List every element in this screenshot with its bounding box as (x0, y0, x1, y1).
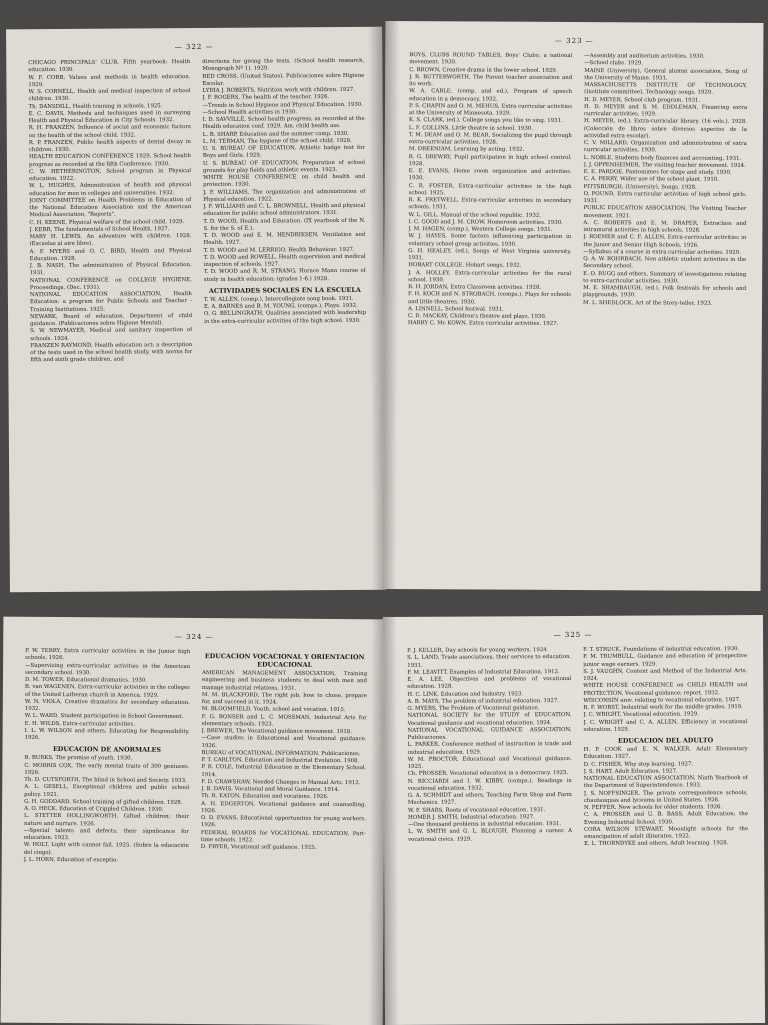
bibliography-entry: T. D. WOOD and ROWELL, Health supervision and medical inspection of schools. 1927. (203, 253, 366, 268)
bibliography-entry: J. F. ROGERS, The health of the teacher. 1926. (202, 94, 330, 102)
bibliography-entry: C. W. HETHERINGTON, School program in Physical education. 1922. (29, 167, 192, 183)
bibliography-entry: WHITE HOUSE CONFERENCE on CHILD HEALTH and PROTECTION, Vocational guidance; report. 1932. (583, 682, 748, 697)
page-325 (383, 615, 765, 1025)
bibliography-entry: Th. DANSDILL, Health training in schools. 1925. (28, 102, 163, 110)
bibliography-entry: C. R. FOSTER, Extra-curricular activities in the high school. 1925. (408, 182, 572, 197)
bibliography-entry: N. PEFFER, New schools for older students. 1926. (583, 804, 723, 811)
bibliography-entry: W. L. WARD, Student participation in School Government. (24, 713, 184, 721)
bibliography-entry: L. STETTER HOLLINGWORTH, Gifted children; their nature and nurture. 1926. (23, 813, 190, 827)
bibliography-entry: L. W. SMITH and G. L. BLOUGH, Planning a career. A vocational civics. 1929. (408, 828, 573, 843)
page-323 (383, 21, 764, 591)
bibliography-entry: A. H. EDGERTON, Vocational guidance and counselling. 1926. (201, 800, 367, 814)
bibliography-entry: S. L. LAND, Trade associations, their services to education. 1931. (407, 654, 572, 669)
bibliography-entry: MARY H. LEWIS, An adventure with children. 1928. (Escuelas al aire libre). (29, 233, 192, 248)
bibliography-entry: M. L. SHEDLOCK, Art of the Story-teller. 1923. (583, 299, 713, 307)
bibliography-entry: K. S. CLARK, (ed.), College songs you like to sing. 1931. (408, 117, 563, 125)
bibliography-entry: D. M. TOWER, Educational dramatics. 1930. (24, 676, 147, 684)
bibliography-entry: J. L. HORN, Education of exceptio- (23, 856, 119, 864)
bibliography-entry: E. A. LEE, Objectives and problems of vocational education. 1928. (407, 676, 572, 691)
section-heading: EDUCACION DEL ADULTO (617, 736, 714, 745)
bibliography-entry: W. S. CORNELL, Health and medical inspection of school children. 1930. (28, 88, 191, 103)
bibliography-entry: J. B. NASH, The administration of Physical Education. 1931. (29, 262, 192, 277)
column-right (582, 53, 748, 587)
bibliography-entry: J. S. HART, Adult Education. 1927. (583, 768, 678, 775)
bibliography-entry: L. NOBLE, Students body finances and accounting. 1931. (583, 154, 742, 162)
bibliography-entry: E. H. WILDS, Extra-curricular activities. (24, 720, 135, 728)
page-324 (1, 617, 386, 1025)
bibliography-entry: HOBART COLLEGE, Hobart songs. 1932. (408, 262, 522, 269)
bibliography-entry: H. D. MEYER, School club program. 1931. (584, 96, 701, 104)
bibliography-entry: T. D. WOOD and R. M. STRANG, Horace Mann course of study in health education; (grados 1-6.) 1928. (203, 268, 366, 283)
bibliography-entry: J. KERR, The fundamentals of School Health. 1927. (29, 225, 170, 233)
bibliography-entry: S. W. NEWMAYER, Medical and sanitary inspection of schools. 1924. (30, 327, 193, 342)
bibliography-entry: FRANZEN RAYMOND, Health education act; a description of the tests used in the school health study, with norms for fifth and sixth grade children, and (30, 341, 193, 364)
bibliography-entry: W. M. PROCTOR, Educational and Vocational guidance. 1925. (407, 755, 572, 770)
bibliography-entry: MASSACHUSETTS INSTITUTE OF TECHNOLOGY, (Institute committee), Technology songs. 1929. (584, 82, 748, 96)
bibliography-entry: G. A. SCHMIDT and others, Teaching Farm Shop and Farm Mechanics. 1927. (407, 792, 572, 807)
bibliography-entry: N. RICCIARDI and I. W. KIBBY, (comps.), Readings in vocational education. 1932. (407, 777, 572, 792)
page-number: — 323 — (554, 36, 594, 46)
book-gutter-shadow (383, 21, 400, 589)
bibliography-entry: L. B. SHARP, Education and the summer camp. 1930. (202, 130, 349, 138)
bibliography-entry: BUREAU of VOCATIONAL INFORMATION. Publicaciones. (201, 749, 361, 757)
bibliography-entry: J. A. HOLLEY, Extra-curricular activities for the rural school. 1930. (408, 269, 572, 284)
bibliography-entry: J. B. DAVIS, Vocational and Moral Guidance. 1914. (201, 786, 340, 794)
bibliography-entry: C. A. PERRY, Wider use of the school plant. 1910. (583, 176, 719, 184)
bibliography-entry: A. L. GESELL, Exceptional children and public school policy. 1921. (24, 784, 190, 798)
bibliography-entry: NEWARK, Board of education. Department of child guidance. (Publicaciones sobre Higiene Mental). (30, 312, 193, 328)
bibliography-entry: C. D. MACKAY, Children's theatre and plays. 1930. (407, 313, 547, 320)
bibliography-entry: H. C. LINK, Education and Industry. 1923. (407, 690, 524, 698)
bibliography-entry: G. H. GODDARD, School training of gifted children. 1928. (24, 798, 183, 806)
bibliography-entry: D. C. FISHER, Why stop learning. 1927. (583, 760, 694, 768)
bibliography-entry: LYDIA J. ROBERTS, Nutrition work with children. 1927. (202, 86, 355, 94)
column-left (407, 52, 573, 586)
section-heading: EDUCACION VOCACIONAL Y ORIENTACION EDUCACIONAL (204, 652, 365, 669)
bibliography-entry: P. T. CARLTON, Education and Industrial Evolution. 1908. (201, 757, 360, 765)
bibliography-entry: E. A. BARNES and B. M. YOUNG, (comps.), Plays. 1932. (203, 302, 358, 310)
bibliography-entry: WHITE HOUSE CONFERENCE on child health and protection. 1930. (203, 173, 366, 189)
bibliography-entry: C. BROWN, Creative drama in the lower school. 1929. (409, 66, 558, 74)
bibliography-entry: F. M. TRUMBULL, Guidance and education of prospective junior wage earners. 1929. (583, 653, 748, 668)
bibliography-entry: U. S. BUREAU OF EDUCATION, Athletic badge test for Boys and Girls. 1929. (202, 144, 365, 160)
bibliography-entry: NATIONAL EDUCATION ASSOCIATION, Ninth Yearbook of the Department of Superintendence. 1933. (583, 775, 748, 790)
page-number: — 322 — (174, 42, 214, 52)
bibliography-entry: JOINT COMMITTEE on Health Problems in Education of the National Education Association and the American Medical Association, "Reports". (29, 196, 192, 219)
bibliography-entry: M. M. BLACKFORD, The right job, how to chose, prepare for, and succeed in it. 1924. (201, 691, 367, 706)
bibliography-entry: W. A. CABLE, (comp. and ed.), Program of speech education in a democracy. 1932. (409, 88, 573, 103)
bibliography-entry: HEALTH EDUCATION CONFERENCE 1929, School health progress as recorded at the fifth Conference. 1930. (28, 153, 191, 168)
bibliography-entry: R. F. WORST, Industrial work for the middle grades. 1919. (583, 704, 743, 711)
bibliography-entry: O. POUND, Extra curricular activities of high school girls. 1931. (583, 190, 747, 205)
bibliography-entry: H. D. MEYER and S. M. EDDLEMAN, Financing extra curricular activities. 1929. (583, 103, 748, 118)
bibliography-entry: F. T. STRUCK, Foundations of industrial education. 1930. (583, 646, 740, 653)
bibliography-entry: Th. D. CUTSFORTH, The blind in School and Society. 1933. (24, 776, 187, 784)
bibliography-entry: T. D. WOOD, Health and Education. (IX yearbook of the N. S. for the S. of E.). (203, 217, 366, 232)
bibliography-entry: I. D. SAVVILLE, School health progress, as recorded at the Health education conf. 1929, Am. child health ass. (202, 115, 365, 131)
bibliography-entry: P. R. COLE, Industrial Education in the Elementary School. 1914. (201, 764, 367, 778)
bibliography-entry: L. PARKER, Conference method of instruction in trade and industrial education. 1929. (407, 741, 572, 756)
bibliography-entry: —Supervising extra-curricular activities in the American secondary school. 1930. (25, 662, 191, 677)
bibliography-entry: L. F. COLLINS, Little theatre in school. 1930. (408, 124, 533, 132)
bibliography-entry: B. van WAGENEN, Extra-curricular activities in the colleges of the United Lutheran church in America. 1929. (24, 684, 190, 699)
bibliography-entry: Th. R. EATON, Education and vocations. 1926. (201, 793, 329, 801)
bibliography-entry: —Trends in School Hygiene and Physical Education. 1930. (202, 101, 363, 109)
page-number: — 324 — (174, 632, 214, 642)
bibliography-entry: L. M. TERMAN, The hygiene of the school child. 1928. (202, 137, 352, 145)
bibliography-entry: J. C. WRIGHT and C. A. ALLEN, Efficiency in vocational education. 1929. (583, 718, 748, 733)
bibliography-entry: H. P. COOK and E. N. WALKER, Adult Elementary Education. 1927. (583, 746, 748, 761)
bibliography-entry: F. J. KELLER, Day schools for young workers. 1924. (407, 647, 549, 654)
bibliography-entry: AMERICAN MANAGEMENT ASSOCIATION, Training engineering and business students to deal with men and manage industrial relations. 1931. (201, 670, 368, 692)
bibliography-entry: WISCONSIN univ. relating to vocational education. 1927. (583, 696, 741, 704)
bibliography-entry: T. M. DEAM and O. M. BEAR, Socializing the pupil through extra-curricular activities. 1928. (408, 131, 572, 146)
bibliography-entry: PITTSBURGH, (University), Songs. 1928. (583, 183, 697, 191)
bibliography-entry: NATIONAL EDUCATION ASSOCIATION, Health Education: a program for Public Schools and Teacher - Training Institutions. 1925. (29, 291, 192, 313)
bibliography-entry: C. MORRIS COX, The early mental traits of 300 geniuses. 1926. (24, 762, 190, 776)
bibliography-entry: F. M. LEAVITT, Examples of Industrial Education. 1912. (407, 668, 560, 676)
bibliography-entry: Q. A. W. ROHRBACH, Non athletic student activities in the Secondary school. (583, 256, 747, 270)
bibliography-entry: A. B. MAYS, The problem of industrial education. 1927. (407, 697, 559, 705)
bibliography-entry: —One thousand problems in industrial education. 1931. (408, 821, 562, 828)
bibliography-entry: P. S. CHAPIN and O. M. MEHUS, Extra curricular activities at the University of Minnesota. 1929. (408, 102, 573, 117)
column-right (202, 58, 368, 587)
bibliography-entry: CHICAGO PRINCIPALS' CLUB, Fifth yearbook: Health education. 1930. (28, 59, 191, 74)
bibliography-entry: directions for giving the tests. (School health research, Monograph Nº 1). 1929. (202, 57, 365, 73)
bibliography-entry: S. J. VAUGHN, Content and Method of the Industrial Arts. 1924. (583, 667, 748, 682)
bibliography-entry: NATIONAL CONFERENCE on COLLEGE HYGIENE, Proceedings. (Dec. 1931). (29, 276, 192, 291)
bibliography-entry: W. L. HUGHES, Administration of health and physical education for men in colleges and universities. 1932. (29, 182, 192, 197)
bibliography-entry: T. D. WOOD and M. LERRIGO, Health Behaviour. 1927. (203, 246, 355, 254)
bibliography-entry: R. K. FRETWELL, Extra-curricular activities in secondary schools. 1931. (408, 197, 572, 211)
bibliography-entry: O. G. BELLINGRATH, Qualities associated with leadership in the extra-curricular activities of the high school. 1930. (204, 310, 367, 325)
bibliography-entry: J. ROEMER and C. F. ALLEN, Extra-curricular activities in the Junior and Senior High Schools. 1926. (583, 234, 747, 249)
bibliography-entry: W. N. VIOLA, Creative dramatics for secondary education. 1932. (24, 698, 190, 712)
column-right (200, 649, 368, 1021)
bibliography-entry: A. F. MYERS and O. C. BIRD, Health and Physical Education. 1928. (29, 247, 192, 262)
bibliography-entry: F. H. KOCH and N. STROBACH, (comps.), Plays for schools and little theatres. 1930. (408, 291, 572, 305)
column-left (407, 647, 573, 1021)
bibliography-entry: A. C. ROBERTS and E. M. DRAPER, Extraclass and intramural activities in high schools. 1928. (583, 219, 747, 234)
bibliography-entry: W. L. GILL, Manual of the school republic. 1932. (408, 211, 542, 219)
column-left (28, 59, 194, 588)
bibliography-entry: U. S. BUREAU OF EDUCATION, Preparation of school grounds for play fields and athletic events. 1923. (202, 159, 365, 174)
column-right (583, 646, 749, 1020)
bibliography-entry: —Assembly and auditorium activities. 1930. (584, 53, 705, 60)
bibliography-entry: M. DREENIAM, Learning by acting. 1932. (408, 146, 525, 153)
bibliography-entry: J. C. WRIGHT, Vocational education. 1929. (583, 711, 699, 719)
bibliography-entry: —School Health activities in 1930. (202, 109, 298, 116)
bibliography-entry: Ch. PROSSER, Vocational education in a democracy. 1925. (407, 770, 569, 778)
bibliography-entry: C. V. MILLARD, Organization and administration of extra curricular activities. 1930. (583, 140, 747, 154)
bibliography-entry: M. E. SHAMBAUGH, (ed.), Folk festivals for schools and playgrounds. 1930. (583, 285, 747, 299)
bibliography-entry: G. MYERS, The Problem of Vocational guidance. (407, 705, 540, 712)
bibliography-entry: FEDERAL BOARDS for VOCATIONAL EDUCATION, Part-time schools. 1922. (200, 829, 366, 844)
bibliography-entry: PUBLIC EDUCATION ASSOCIATION, The Visiting Teacher movement. 1921. (583, 205, 747, 219)
bibliography-entry: J. M. HAGEN, (comp.), Western College songs. 1931. (408, 226, 553, 233)
bibliography-entry: A. O. HECK, Education of Crippled Children. 1930. (24, 805, 164, 813)
bibliography-entry: NATIONAL VOCATIONAL GUIDANCE ASSOCIATION, Publicaciones. (407, 726, 572, 741)
bibliography-entry: W. F. CORB, Values and methods in health education. 1929. (28, 73, 191, 88)
bibliography-entry: F. D. CRAWSHAW, Needed Changes in Manual Arts. 1912. (201, 778, 361, 786)
bibliography-entry: E. L. THORNDYKE and others, Adult learning. 1928. (584, 840, 729, 848)
bibliography-entry: MAINE (University), General alumni association, Song of the University of Maine. 1931. (584, 67, 748, 82)
bibliography-entry: J. R. BUTTERWORTH, The Parent teacher association and its work. (409, 73, 573, 88)
bibliography-entry: P. W. TERRY, Extra curricular activities in the Junior high schools. 1926. (25, 647, 191, 662)
bibliography-entry: M. BLOOMFIELD, Youth, school and vocation. 1915. (201, 706, 346, 714)
bibliography-entry: R. P. FRANZEN, Public health aspects of dental decay in children. 1930. (28, 138, 191, 154)
bibliography-entry: O. D. EVANS, Educational opportunities for young workers. 1926. (200, 815, 367, 829)
bibliography-entry: W. HOLT, Light with cannot fail. 1925. (Sobre la educación del ciego). (23, 842, 189, 856)
bibliography-entry: I. L. W. WILSON and others, Educating for Responsibility. 1926. (24, 727, 190, 741)
bibliography-entry: J. F. WILLIAMS and C. L. BROWNELL, Health and physical education for public school administrators. 1931. (203, 202, 366, 218)
bibliography-entry: R. G. DREWRY, Pupil participation in high school control. 1928. (408, 153, 572, 167)
bibliography-entry: B. BURKS, The promise of youth. 1930. (24, 755, 133, 762)
bibliography-entry: BOYS, CLUBS ROUND TABLES, Boys' Clubs; a national movement. 1930. (409, 52, 573, 66)
bibliography-entry: R. H. FRANZEN, Influence of social and economic factors on the health of the school child. 1932. (28, 124, 191, 139)
bibliography-entry: —Special talents and defects; their significance for education. 1923. (23, 827, 189, 842)
bibliography-entry: RED CROSS, (United States), Publicaciones sobre Higiene Escolar. (202, 72, 365, 87)
bibliography-entry: HARRY C. Mc KOWN, Extra curricular activities. 1927. (407, 320, 559, 328)
page-322 (6, 27, 386, 593)
bibliography-entry: I. C. GOOD and J. M. CROW, Homeroom activities. 1930. (408, 218, 563, 226)
bibliography-entry: C. H. KEENE, Physical welfare of the school child. 1929. (29, 218, 185, 226)
bibliography-entry: G. H. HEALEY, (ed.), Songs of West Virginia university. 1931. (408, 247, 572, 262)
bibliography-entry: E. E. PARDOE, Pantomimes for stage and study. 1930. (583, 169, 732, 176)
bibliography-entry: T. W. ALLEN, (comp.), Intercollegiate song book. 1931. (203, 295, 354, 303)
bibliography-entry: T. D. WOOD and E. M. HENDRIKSEN, Ventilation and Health. 1927. (203, 231, 366, 247)
bibliography-entry: E. C. DAVIS, Methods and techniques used in surveying Health and Physical Education in City Schools. 1932. (28, 109, 191, 125)
bibliography-entry: CORA WILSON STEWART, Moonlight schools for the emancipation of adult illiterates. 1922. (584, 825, 749, 840)
page-number: — 325 — (553, 630, 593, 640)
bibliography-entry: R. H. JORDAN, Extra Classroom activities. 1928. (408, 284, 542, 291)
bibliography-entry: J. S. NOFFSINGER, The private correspondence schools, chautauquas and lyceums in United States. 1926. (583, 789, 748, 804)
bibliography-entry: —Case studies in Educational and Vocational guidance. 1926. (201, 735, 367, 749)
bibliography-entry: E. E. EVANS, Home room organization and activities. 1930. (408, 168, 572, 182)
bibliography-entry: —Syllabus of a course in extra curricular activities. 1929. (583, 248, 741, 256)
bibliography-entry: F. G. BONSER and L. C. MOSSMAN, Industrial Arts for elementary schools. 1923. (201, 713, 367, 728)
bibliography-entry: —School clubs. 1929. (584, 60, 644, 67)
bibliography-entry: J. J. OPPENHEIMER, The visiting teacher movement. 1924. (583, 161, 746, 169)
section-heading: EDUCACION DE ANORMALES (52, 745, 162, 755)
bibliography-entry: E. O. RUGG and others, Summary of investigations relating to extra-curricular activities. 1930. (583, 270, 747, 285)
section-heading: ACTIVIDADES SOCIALES EN LA ESCUELA (208, 285, 361, 295)
bibliography-entry: J. BREWER, The Vocational guidance movement. 1918. (201, 728, 352, 736)
bibliography-entry: A. LINNELL, School festival. 1931. (407, 305, 504, 313)
bibliography-entry: HOMER J. SMITH, Industrial education. 1927. (407, 813, 535, 821)
bibliography-entry: H. MEYER, (ed.), Extra-curricular library. (16 vols.). 1928. (Colección de libros sobre diversos aspectos de la actividad extra escolar). (583, 118, 747, 140)
bibliography-entry: D. FRYER, Vocational self guidance. 1925. (200, 844, 317, 851)
book-gutter-shadow (383, 617, 399, 1025)
bibliography-entry: W. F. SHARS, Roots of vocational education. 1931. (407, 806, 546, 814)
bibliography-entry: W. J. HAYES, Some factors influencing participation in voluntary school group activities. 1930. (408, 233, 572, 248)
bibliography-entry: NATIONAL SOCIETY for the STUDY of EDUCATION, Vocational guidance and vocational education. 1924. (407, 712, 572, 727)
column-left (23, 648, 191, 1020)
bibliography-entry: C. A. PROSSER and U. B. BASS, Adult Education; the Evening Industrial School. 1930. (583, 811, 748, 826)
bibliography-entry: J. F. WILLIAMS, The organization and administration of Physical education. 1922. (203, 188, 366, 203)
